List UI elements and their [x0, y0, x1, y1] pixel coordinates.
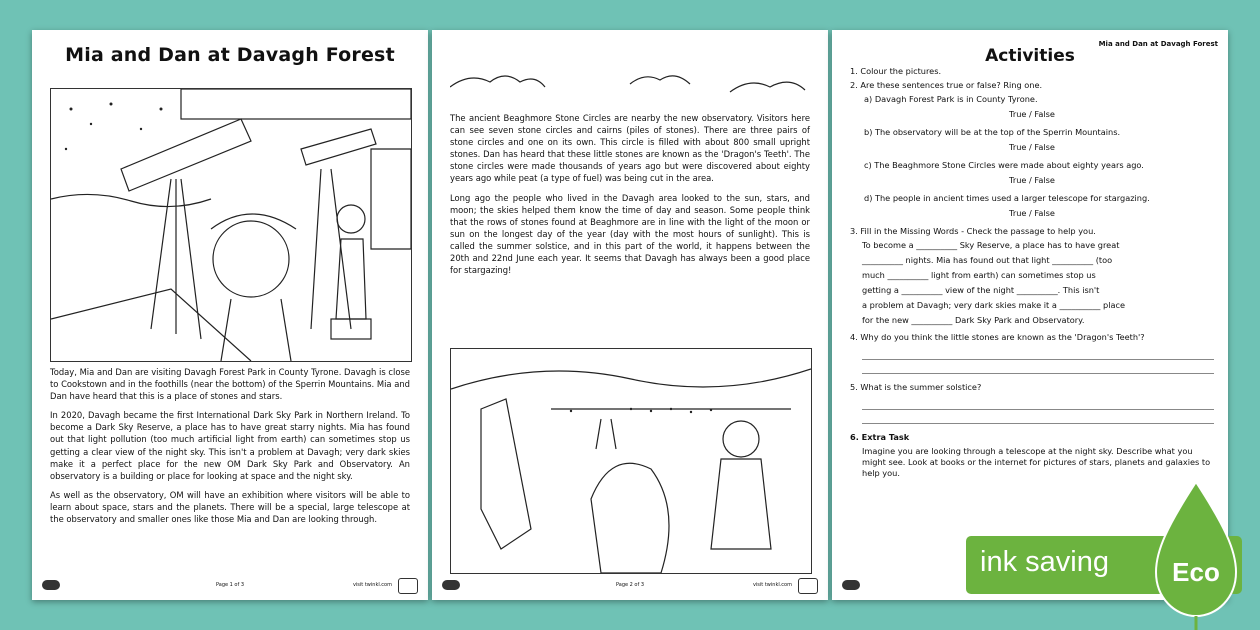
page-title: Mia and Dan at Davagh Forest [65, 44, 395, 66]
question: 5. What is the summer solstice? [850, 382, 982, 392]
statement: c) The Beaghmore Stone Circles were made about eighty years ago. [864, 160, 1144, 170]
statement: b) The observatory will be at the top of the Sperrin Mountains. [864, 127, 1121, 137]
badge-icon [798, 578, 818, 594]
page-header: Mia and Dan at Davagh Forest [1098, 40, 1218, 48]
stone-circle-illustration [450, 348, 812, 574]
fill-line: getting a __________ view of the night __________. This isn't [862, 285, 1100, 295]
ink-saving-label: ink saving [980, 546, 1109, 578]
question: 1. Colour the pictures. [850, 66, 942, 76]
statement: d) The people in ancient times used a larger telescope for stargazing. [864, 193, 1150, 203]
twinkl-logo-icon [442, 580, 460, 590]
page-number: Page 2 of 3 [615, 582, 645, 588]
activities-list [850, 66, 1214, 482]
task-text: Imagine you are looking through a telescope at the night sky. Describe what you might see. Look at books or the internet for pictures of stars, planets and galaxies to help you. [862, 446, 1211, 478]
stones-scene-icon [451, 349, 811, 573]
badge-icon [398, 578, 418, 594]
fill-line: a problem at Davagh; very dark skies make it a __________ place [862, 300, 1126, 310]
question: 3. Fill in the Missing Words - Check the passage to help you. [850, 226, 1096, 236]
page-number: Page 1 of 3 [215, 582, 245, 588]
telescope-scene-icon [51, 89, 411, 361]
fill-line: for the new __________ Dark Sky Park and Observatory. [862, 315, 1085, 325]
true-false: True / False [1009, 175, 1055, 185]
story-text [50, 366, 410, 532]
twinkl-logo-icon [842, 580, 860, 590]
answer-line [862, 410, 1214, 424]
true-false: True / False [1009, 142, 1055, 152]
clouds-icon [450, 52, 810, 102]
site-link: visit twinkl.com [352, 582, 392, 588]
paragraph: In 2020, Davagh became the first International Dark Sky Park in Northern Ireland. To become a Dark Sky Reserve, a place has to have great starry nights. Mia has found out that light pollution (too much artificial light from earth) can sometimes stop us getting a clear view of the night sky. This isn't a problem at Davagh; very dark skies make it a perfect place for the new OM Dark Sky Park and Observatory. An observatory is a building or place for looking at space and the night sky. [50, 410, 410, 481]
twinkl-logo-icon [42, 580, 60, 590]
statement: a) Davagh Forest Park is in County Tyrone. [864, 94, 1038, 104]
eco-leaf-icon [1148, 480, 1244, 630]
paragraph: The ancient Beaghmore Stone Circles are nearby the new observatory. Visitors here can see seven stone circles and cairns (piles of stones). There are three pairs of stone circles and one on its own. This circle is filled with about 800 small upright stones. Dan has heard that these little stones are known as the 'Dragon's Teeth'. The stone circles were made thousands of years ago but were discovered about eighty years ago while peat (a type of fuel) was being cut in the area. [450, 113, 810, 184]
page-footer [42, 580, 418, 594]
observatory-illustration [50, 88, 412, 362]
fill-line: much __________ light from earth) can sometimes stop us [862, 270, 1096, 280]
fill-line: __________ nights. Mia has found out that light __________ (too [862, 255, 1113, 265]
page-two [432, 30, 828, 600]
answer-line [862, 360, 1214, 374]
page-one [32, 30, 428, 600]
answer-line [862, 346, 1214, 360]
story-text [450, 112, 810, 283]
answer-line [862, 396, 1214, 410]
question: 4. Why do you think the little stones are known as the 'Dragon's Teeth'? [850, 332, 1145, 342]
true-false: True / False [1009, 208, 1055, 218]
site-link: visit twinkl.com [752, 582, 792, 588]
paragraph: As well as the observatory, OM will have an exhibition where visitors will be able to learn about space, stars and the planets. There will be a special, large telescope at the observatory and smaller ones like those Mia and Dan are looking through. [50, 489, 410, 525]
question: 2. Are these sentences true or false? Ring one. [850, 80, 1043, 90]
question: 6. Extra Task [850, 432, 910, 442]
eco-label: Eco [1172, 557, 1220, 587]
page-footer [442, 580, 818, 594]
paragraph: Long ago the people who lived in the Davagh area looked to the sun, stars, and moon; the skies helped them know the time of day and season. Some people think that the rows of stones found at Beaghmore are in line with the light of the moon or sun on the longest day of the year (day with the most hours of sunlight). This is called the summer solstice, and in this part of the world, it happens between the 20th and 22nd June each year. It seems that Davagh has always been a good place for stargazing! [450, 192, 810, 276]
fill-line: To become a __________ Sky Reserve, a place has to have great [862, 240, 1120, 250]
paragraph: Today, Mia and Dan are visiting Davagh Forest Park in County Tyrone. Davagh is close to Cookstown and in the foothills (near the bottom) of the Sperrin Mountains. Mia and Dan have heard that this is a place of stones and stars. [50, 367, 410, 402]
true-false: True / False [1009, 109, 1055, 119]
activities-title: Activities [985, 46, 1075, 66]
